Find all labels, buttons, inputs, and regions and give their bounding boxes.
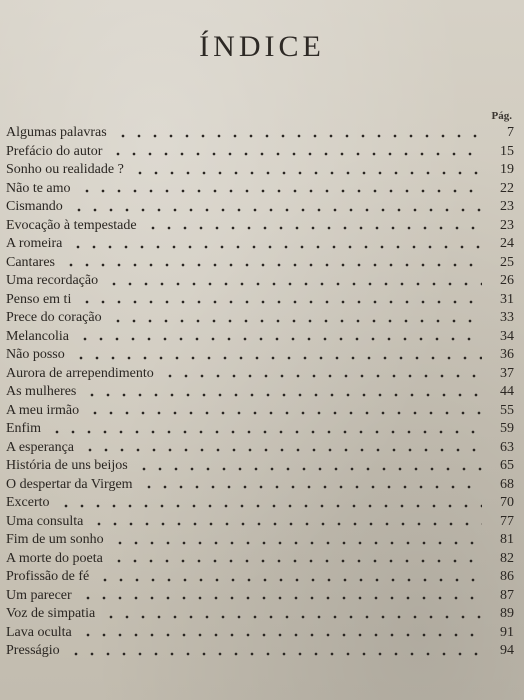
toc-entry-title: Prefácio do autor — [6, 143, 103, 159]
toc-entry — [6, 124, 514, 143]
toc-entry-title: A esperança — [6, 439, 75, 455]
dot-leader — [103, 614, 482, 620]
dot-leader — [80, 595, 482, 601]
dot-leader — [110, 318, 482, 324]
toc-entry-page: 63 — [500, 439, 514, 455]
toc-entry-page: 87 — [500, 587, 514, 603]
dot-leader — [141, 484, 482, 490]
toc-entry-page: 24 — [500, 236, 514, 251]
toc-entry — [6, 180, 514, 199]
dot-leader — [110, 151, 482, 157]
toc-entry-title: Fim de um sonho — [6, 532, 104, 547]
toc-entry-title: A morte do poeta — [6, 550, 103, 566]
toc-entry-title: Sonho ou realidade ? — [6, 162, 124, 177]
dot-leader — [111, 558, 482, 564]
dot-leader — [80, 632, 482, 638]
dot-leader — [136, 466, 482, 472]
dot-leader — [91, 521, 482, 527]
toc-entry — [6, 587, 514, 606]
toc-entry-title: Cismando — [6, 199, 63, 214]
toc-entry — [6, 198, 514, 217]
toc-entry-title: Excerto — [6, 495, 50, 510]
toc-entry — [6, 476, 514, 495]
toc-entry-title: O despertar da Virgem — [6, 476, 133, 492]
dot-leader — [79, 188, 482, 194]
dot-leader — [68, 651, 482, 657]
toc-entry — [6, 383, 514, 402]
toc-entry-page: 19 — [500, 162, 514, 177]
dot-leader — [132, 170, 482, 176]
toc-entry-page: 68 — [500, 476, 514, 492]
toc-entry — [6, 531, 514, 550]
toc-entry-page: 59 — [500, 421, 514, 436]
toc-entry-title: Um parecer — [6, 587, 72, 603]
toc-entry — [6, 605, 514, 624]
toc-entry — [6, 143, 514, 162]
toc-entry-title: Uma consulta — [6, 513, 84, 529]
toc-entry-title: Algumas palavras — [6, 125, 107, 140]
dot-leader — [63, 262, 482, 268]
toc-entry — [6, 550, 514, 569]
toc-entry-title: A meu irmão — [6, 402, 80, 418]
dot-leader — [82, 447, 482, 453]
toc-entry — [6, 161, 514, 180]
dot-leader — [106, 281, 482, 287]
toc-entry-page: 22 — [500, 180, 514, 196]
toc-entry — [6, 309, 514, 328]
toc-entry-page: 82 — [500, 550, 514, 566]
toc-entry — [6, 272, 514, 291]
toc-entry-title: Lava oculta — [6, 624, 72, 640]
toc-entry-page: 36 — [500, 347, 514, 362]
toc-entry-title: Voz de simpatia — [6, 606, 96, 621]
toc-entry-page: 77 — [500, 513, 514, 529]
dot-leader — [115, 133, 482, 139]
toc-entry-title: Evocação à tempestade — [6, 217, 137, 233]
toc-entry-page: 65 — [500, 458, 514, 473]
toc-entry — [6, 328, 514, 347]
toc-entry-page: 89 — [500, 606, 514, 621]
toc-entry-page: 94 — [500, 643, 514, 658]
toc-entry — [6, 420, 514, 439]
toc-entry — [6, 217, 514, 236]
dot-leader — [77, 336, 482, 342]
toc-entry — [6, 235, 514, 254]
toc-entry-page: 55 — [500, 402, 514, 418]
page-column-header: Pág. — [491, 110, 512, 122]
toc-entry — [6, 291, 514, 310]
toc-entry — [6, 439, 514, 458]
toc-entry-page: 91 — [500, 624, 514, 640]
toc-entry-page: 7 — [507, 125, 514, 140]
dot-leader — [49, 429, 482, 435]
toc-entry — [6, 642, 514, 661]
dot-leader — [70, 244, 482, 250]
dot-leader — [71, 207, 482, 213]
toc-entry — [6, 568, 514, 587]
page-title: ÍNDICE — [199, 30, 325, 63]
dot-leader — [162, 373, 482, 379]
toc-entry — [6, 254, 514, 273]
toc-entry-title: Presságio — [6, 643, 60, 658]
toc-entry-title: Prece do coração — [6, 310, 102, 325]
dot-leader — [84, 392, 482, 398]
toc-entry-page: 26 — [500, 273, 514, 288]
toc-entry-title: História de uns beijos — [6, 458, 128, 473]
toc-entry-page: 86 — [500, 569, 514, 584]
toc-entry — [6, 365, 514, 384]
toc-entry-page: 31 — [500, 291, 514, 307]
toc-entry-title: Cantares — [6, 254, 55, 270]
toc-entry-page: 44 — [500, 384, 514, 399]
toc-entry-page: 33 — [500, 310, 514, 325]
toc-entry-title: Não posso — [6, 347, 65, 362]
dot-leader — [73, 355, 482, 361]
dot-leader — [58, 503, 482, 509]
toc-entry — [6, 513, 514, 532]
toc-entry-title: Penso em ti — [6, 291, 72, 307]
dot-leader — [87, 410, 482, 416]
toc-entry-page: 23 — [500, 199, 514, 214]
toc-entry-title: As mulheres — [6, 384, 77, 399]
toc-entry-page: 70 — [500, 495, 514, 510]
toc-entry-title: A romeira — [6, 236, 63, 251]
toc-entry-title: Profissão de fé — [6, 569, 90, 584]
toc-entry-page: 81 — [500, 532, 514, 547]
toc-entry-page: 37 — [500, 365, 514, 381]
toc-entry-title: Enfim — [6, 421, 41, 436]
toc-entry-title: Melancolia — [6, 328, 69, 344]
toc-entry-title: Não te amo — [6, 180, 71, 196]
toc-entry — [6, 346, 514, 365]
toc-entry-page: 23 — [500, 217, 514, 233]
dot-leader — [145, 225, 482, 231]
toc-entry-title: Aurora de arrependimento — [6, 365, 154, 381]
toc-entry-title: Uma recordação — [6, 273, 99, 288]
toc-entry-page: 25 — [500, 254, 514, 270]
toc-entry — [6, 457, 514, 476]
table-of-contents — [6, 124, 514, 661]
toc-entry — [6, 494, 514, 513]
toc-entry — [6, 402, 514, 421]
dot-leader — [79, 299, 482, 305]
dot-leader — [112, 540, 482, 546]
toc-entry-page: 34 — [500, 328, 514, 344]
toc-entry — [6, 624, 514, 643]
dot-leader — [97, 577, 482, 583]
toc-entry-page: 15 — [500, 143, 514, 159]
